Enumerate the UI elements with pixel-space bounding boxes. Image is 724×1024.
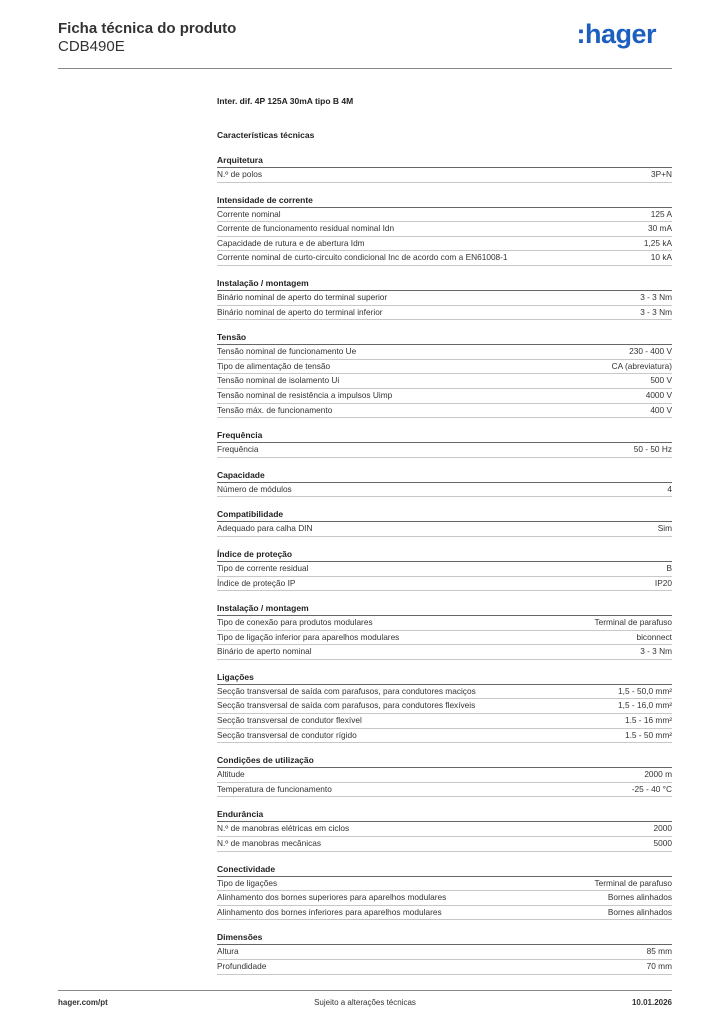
spec-value: 5000 [653,838,672,849]
section-title: Instalação / montagem [217,602,672,616]
document-header [58,20,672,70]
spec-row [217,237,672,252]
spec-label: Secção transversal de saída com parafusos, para condutores maciços [217,685,476,696]
spec-row [217,374,672,389]
spec-section [217,863,672,921]
spec-row [217,577,672,592]
spec-value: 3P+N [651,169,672,179]
spec-value: B [666,562,672,573]
spec-label: Tensão nominal de funcionamento Ue [217,346,357,357]
spec-value: Terminal de parafuso [594,877,672,888]
spec-section [217,808,672,851]
spec-label: Binário nominal de aperto do terminal inferior [217,306,383,317]
section-title: Ligações [217,671,672,685]
spec-value: 3 - 3 Nm [640,306,672,317]
spec-label: Índice de proteção IP [217,577,296,588]
spec-section [217,754,672,797]
spec-label: Tipo de ligações [217,877,278,888]
spec-row [217,562,672,577]
spec-value: 85 mm [646,946,672,957]
spec-label: Altura [217,946,239,957]
spec-value: 500 V [650,375,672,386]
section-title: Frequência [217,429,672,443]
spec-label: Temperatura de funcionamento [217,783,332,794]
spec-value: 30 mA [648,223,672,234]
spec-value: IP20 [654,577,672,588]
spec-value: 230 - 400 V [629,346,672,357]
spec-label: N.º de manobras mecânicas [217,838,322,849]
spec-label: Capacidade de rutura e de abertura Idm [217,237,365,248]
spec-label: Adequado para calha DIN [217,523,313,534]
footer-divider [58,990,672,991]
spec-row [217,699,672,714]
spec-label: Corrente nominal de curto-circuito condicional Inc de acordo com a EN61008-1 [217,252,508,263]
section-title: Condições de utilização [217,754,672,768]
spec-label: Tipo de conexão para produtos modulares [217,617,373,628]
section-title: Dimensões [217,931,672,945]
spec-label: Tensão nominal de isolamento Ui [217,375,340,386]
spec-row [217,306,672,321]
page-title: Ficha técnica do produto [58,20,237,37]
spec-row [217,877,672,892]
spec-label: Alinhamento dos bornes superiores para aparelhos modulares [217,892,447,903]
section-title: Arquitetura [217,154,672,168]
spec-section [217,154,672,183]
spec-row [217,768,672,783]
spec-value: 50 - 50 Hz [633,444,672,455]
spec-value: 4000 V [645,389,672,400]
spec-value: 1,5 - 16,0 mm² [618,700,672,711]
spec-section [217,429,672,458]
spec-label: Binário de aperto nominal [217,646,312,657]
spec-row [217,945,672,960]
spec-value: 2000 [653,823,672,834]
section-title: Intensidade de corrente [217,194,672,208]
footer-date: 10.01.2026 [631,998,672,1007]
spec-section [217,194,672,266]
spec-row [217,891,672,906]
hager-logo [576,20,656,48]
spec-row [217,783,672,798]
spec-section [217,331,672,418]
spec-section [217,508,672,537]
section-title: Conectividade [217,863,672,877]
spec-label: Tensão nominal de resistência a impulsos Uimp [217,389,393,400]
spec-label: Alinhamento dos bornes inferiores para aparelhos modulares [217,906,442,917]
spec-value: 3 - 3 Nm [640,646,672,657]
spec-label: N.º de manobras elétricas em ciclos [217,823,350,834]
spec-row [217,522,672,537]
spec-row [217,837,672,852]
spec-value: CA (abreviatura) [611,360,672,371]
spec-row [217,631,672,646]
product-description: Inter. dif. 4P 125A 30mA tipo B 4M [217,96,354,106]
spec-label: Corrente de funcionamento residual nominal Idn [217,223,395,234]
spec-section [217,602,672,660]
spec-value: 1,5 - 50,0 mm² [618,685,672,696]
spec-row [217,483,672,498]
spec-label: Frequência [217,444,259,455]
logo-text: hager [584,19,656,49]
spec-row [217,685,672,700]
spec-value: 70 mm [646,961,672,971]
spec-label: Secção transversal de saída com parafusos, para condutores flexíveis [217,700,476,711]
spec-row [217,222,672,237]
spec-value: 125 A [650,208,672,219]
spec-section [217,548,672,591]
spec-row [217,714,672,729]
logo-mark-icon: : [576,19,585,49]
section-title: Instalação / montagem [217,277,672,291]
section-title: Compatibilidade [217,508,672,522]
main-heading: Características técnicas [217,130,315,140]
footer-website: hager.com/pt [58,998,108,1007]
spec-value: 4 [667,483,672,494]
spec-section [217,671,672,743]
spec-value: 400 V [650,404,672,415]
spec-row [217,360,672,375]
spec-section [217,931,672,974]
spec-label: N.º de polos [217,169,263,179]
spec-value: 1.5 - 16 mm² [624,715,672,726]
spec-row [217,404,672,419]
section-title: Índice de proteção [217,548,672,562]
spec-row [217,645,672,660]
spec-value: -25 - 40 °C [631,783,672,794]
spec-row [217,168,672,183]
spec-row [217,291,672,306]
spec-row [217,906,672,921]
spec-label: Binário nominal de aperto do terminal superior [217,291,388,302]
spec-label: Tipo de ligação inferior para aparelhos modulares [217,631,400,642]
spec-label: Tipo de corrente residual [217,562,309,573]
spec-value: 1.5 - 50 mm² [624,729,672,740]
spec-label: Secção transversal de condutor flexível [217,715,362,726]
spec-row [217,822,672,837]
spec-row [217,729,672,744]
spec-row [217,345,672,360]
spec-section [217,469,672,498]
footer-notice: Sujeito a alterações técnicas [314,998,416,1007]
spec-label: Tensão máx. de funcionamento [217,404,333,415]
spec-row [217,443,672,458]
spec-label: Corrente nominal [217,208,281,219]
spec-label: Altitude [217,769,245,780]
spec-value: biconnect [636,631,672,642]
spec-row [217,389,672,404]
spec-sections [217,154,672,975]
header-divider [58,68,672,69]
spec-content [217,94,672,986]
spec-row [217,208,672,223]
spec-value: Bornes alinhados [607,892,672,903]
spec-value: 2000 m [644,769,672,780]
spec-label: Tipo de alimentação de tensão [217,360,331,371]
spec-label: Número de módulos [217,483,292,494]
spec-label: Profundidade [217,961,267,971]
product-code: CDB490E [58,38,125,55]
spec-section [217,277,672,320]
spec-value: 1,25 kA [643,237,672,248]
spec-label: Secção transversal de condutor rígido [217,729,357,740]
spec-value: 10 kA [650,252,672,263]
spec-value: Terminal de parafuso [594,617,672,628]
section-title: Capacidade [217,469,672,483]
section-title: Endurância [217,808,672,822]
spec-row [217,616,672,631]
spec-value: Sim [657,523,672,534]
section-title: Tensão [217,331,672,345]
spec-row [217,251,672,266]
spec-value: Bornes alinhados [607,906,672,917]
spec-row [217,960,672,975]
spec-value: 3 - 3 Nm [640,291,672,302]
